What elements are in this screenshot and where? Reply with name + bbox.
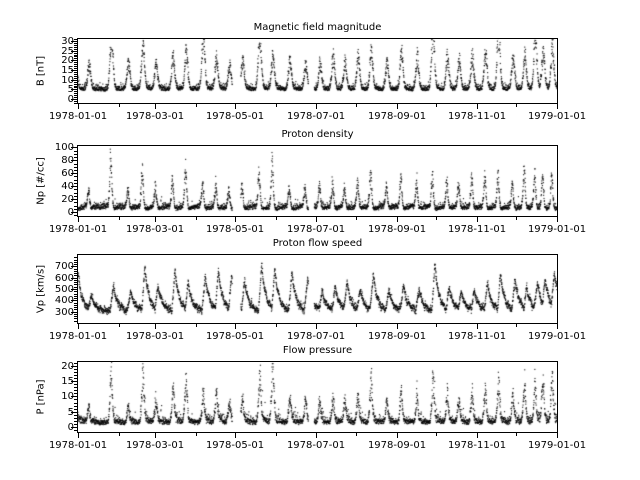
y-minor-tick-mark [74,101,77,102]
scatter-canvas [78,39,557,103]
y-minor-tick-mark [74,406,77,407]
y-minor-tick-mark [74,287,77,288]
y-minor-tick-mark [74,53,77,54]
panel-title: Proton density [281,129,354,140]
y-minor-tick-mark [74,206,77,207]
y-tick-label: 20 [61,194,74,205]
x-tick-mark [78,104,79,109]
x-tick-mark [235,217,236,222]
y-minor-tick-mark [74,87,77,88]
x-tick-label: 1978-01-01 [48,111,108,122]
x-tick-mark [155,433,156,438]
y-minor-tick-mark [74,273,77,274]
x-tick-mark [316,324,317,329]
y-minor-tick-mark [74,84,77,85]
x-tick-label: 1979-01-01 [527,224,587,235]
x-minor-tick-mark [516,104,517,107]
x-tick-mark [235,433,236,438]
y-minor-tick-mark [74,97,77,98]
y-minor-tick-mark [74,72,77,73]
y-minor-tick-mark [74,93,77,94]
y-minor-tick-mark [74,154,77,155]
y-minor-tick-mark [74,167,77,168]
x-minor-tick-mark [356,104,357,107]
y-tick-label: 40 [61,181,74,192]
scatter-canvas [78,146,557,216]
x-tick-mark [477,433,478,438]
x-tick-label: 1978-09-01 [367,224,427,235]
y-minor-tick-mark [74,387,77,388]
panel-title: Proton flow speed [272,238,363,249]
x-tick-mark [235,104,236,109]
y-tick-label: 60 [61,168,74,179]
y-minor-tick-mark [74,399,77,400]
y-minor-tick-mark [74,157,77,158]
x-tick-label: 1978-03-01 [125,440,185,451]
y-minor-tick-mark [74,103,77,104]
y-minor-tick-mark [74,282,77,283]
y-minor-tick-mark [74,260,77,261]
y-minor-tick-mark [74,66,77,67]
y-minor-tick-mark [74,430,77,431]
y-minor-tick-mark [74,421,77,422]
y-minor-tick-mark [74,275,77,276]
y-tick-label: 10 [61,75,74,86]
x-tick-mark [78,433,79,438]
x-tick-mark [557,433,558,438]
y-minor-tick-mark [74,62,77,63]
x-tick-mark [477,104,478,109]
y-minor-tick-mark [74,372,77,373]
y-tick-label: 600 [54,273,74,284]
x-tick-label: 1978-05-01 [205,224,265,235]
y-minor-tick-mark [74,189,77,190]
y-tick-label: 25 [61,46,74,57]
y-minor-tick-mark [74,418,77,419]
y-minor-tick-mark [74,95,77,96]
y-minor-tick-mark [74,68,77,69]
y-minor-tick-mark [74,298,77,299]
y-minor-tick-mark [74,316,77,317]
x-tick-label: 1978-07-01 [286,331,346,342]
x-tick-mark [155,217,156,222]
x-tick-mark [316,433,317,438]
y-minor-tick-mark [74,55,77,56]
y-tick-label: 0 [67,207,74,218]
y-minor-tick-mark [74,264,77,265]
y-minor-tick-mark [74,305,77,306]
y-minor-tick-mark [74,280,77,281]
x-tick-mark [155,324,156,329]
x-tick-mark [78,217,79,222]
y-minor-tick-mark [74,170,77,171]
scatter-canvas [78,255,557,323]
x-minor-tick-mark [436,217,437,220]
x-tick-label: 1978-11-01 [447,331,507,342]
x-tick-mark [397,104,398,109]
y-minor-tick-mark [74,424,77,425]
y-minor-tick-mark [74,215,77,216]
x-tick-mark [397,217,398,222]
y-tick-label: 500 [54,284,74,295]
y-minor-tick-mark [74,409,77,410]
scatter-canvas [78,362,557,432]
x-tick-mark [155,104,156,109]
x-tick-label: 1978-07-01 [286,224,346,235]
x-tick-label: 1978-09-01 [367,331,427,342]
x-tick-label: 1978-05-01 [205,440,265,451]
y-minor-tick-mark [74,415,77,416]
x-minor-tick-mark [436,104,437,107]
y-tick-label: 0 [67,422,74,433]
y-minor-tick-mark [74,202,77,203]
y-minor-tick-mark [74,91,77,92]
x-minor-tick-mark [196,104,197,107]
x-tick-label: 1978-09-01 [367,440,427,451]
y-minor-tick-mark [74,318,77,319]
x-minor-tick-mark [276,104,277,107]
x-tick-mark [557,217,558,222]
y-minor-tick-mark [74,56,77,57]
y-minor-tick-mark [74,314,77,315]
x-minor-tick-mark [356,324,357,327]
y-minor-tick-mark [74,309,77,310]
x-minor-tick-mark [119,324,120,327]
x-minor-tick-mark [196,324,197,327]
x-tick-label: 1978-03-01 [125,224,185,235]
y-minor-tick-mark [74,363,77,364]
y-minor-tick-mark [74,303,77,304]
y-tick-label: 5 [67,84,74,95]
x-tick-mark [557,324,558,329]
x-minor-tick-mark [119,217,120,220]
y-minor-tick-mark [74,384,77,385]
x-tick-label: 1978-05-01 [205,331,265,342]
y-minor-tick-mark [74,47,77,48]
y-minor-tick-mark [74,64,77,65]
panel-title: Magnetic field magnitude [253,22,382,33]
x-tick-label: 1978-01-01 [48,440,108,451]
y-minor-tick-mark [74,78,77,79]
y-minor-tick-mark [74,291,77,292]
x-minor-tick-mark [516,324,517,327]
y-minor-tick-mark [74,86,77,87]
y-tick-label: 5 [67,407,74,418]
y-minor-tick-mark [74,307,77,308]
x-minor-tick-mark [276,433,277,436]
x-minor-tick-mark [119,433,120,436]
y-minor-tick-mark [74,151,77,152]
y-tick-label: 80 [61,155,74,166]
y-tick-label: 300 [54,307,74,318]
y-minor-tick-mark [74,76,77,77]
y-minor-tick-mark [74,196,77,197]
x-minor-tick-mark [436,324,437,327]
y-minor-tick-mark [74,58,77,59]
y-axis-label: B [nT] [35,55,47,87]
y-minor-tick-mark [74,193,77,194]
y-minor-tick-mark [74,43,77,44]
x-minor-tick-mark [516,433,517,436]
x-minor-tick-mark [196,433,197,436]
y-tick-label: 0 [67,94,74,105]
x-tick-mark [316,217,317,222]
x-tick-label: 1979-01-01 [527,331,587,342]
y-axis-label: Np [#/cc] [35,157,47,205]
y-minor-tick-mark [74,271,77,272]
y-minor-tick-mark [74,375,77,376]
y-tick-label: 20 [61,55,74,66]
y-minor-tick-mark [74,269,77,270]
x-tick-mark [235,324,236,329]
x-tick-mark [316,104,317,109]
x-tick-label: 1979-01-01 [527,111,587,122]
y-minor-tick-mark [74,209,77,210]
y-minor-tick-mark [74,45,77,46]
x-minor-tick-mark [516,217,517,220]
y-tick-label: 15 [61,65,74,76]
y-minor-tick-mark [74,39,77,40]
y-minor-tick-mark [74,369,77,370]
x-tick-mark [477,324,478,329]
y-minor-tick-mark [74,403,77,404]
x-tick-label: 1978-11-01 [447,111,507,122]
y-minor-tick-mark [74,296,77,297]
x-minor-tick-mark [196,217,197,220]
x-tick-label: 1978-01-01 [48,224,108,235]
x-tick-label: 1978-07-01 [286,111,346,122]
y-minor-tick-mark [74,284,77,285]
x-minor-tick-mark [276,217,277,220]
y-tick-label: 30 [61,36,74,47]
y-axis-label: P [nPa] [35,379,47,415]
x-tick-label: 1978-11-01 [447,224,507,235]
x-minor-tick-mark [356,217,357,220]
y-minor-tick-mark [74,390,77,391]
y-minor-tick-mark [74,262,77,263]
x-tick-mark [477,217,478,222]
y-minor-tick-mark [74,180,77,181]
x-minor-tick-mark [276,324,277,327]
x-tick-label: 1978-03-01 [125,111,185,122]
x-tick-label: 1978-09-01 [367,111,427,122]
y-minor-tick-mark [74,378,77,379]
x-tick-label: 1979-01-01 [527,440,587,451]
y-tick-label: 15 [61,376,74,387]
y-minor-tick-mark [74,176,77,177]
y-tick-label: 700 [54,261,74,272]
panel-title: Flow pressure [282,345,353,356]
y-tick-label: 400 [54,295,74,306]
x-tick-label: 1978-03-01 [125,331,185,342]
y-minor-tick-mark [74,321,77,322]
x-tick-label: 1978-07-01 [286,440,346,451]
x-minor-tick-mark [356,433,357,436]
x-tick-label: 1978-05-01 [205,111,265,122]
x-tick-label: 1978-01-01 [48,331,108,342]
y-tick-label: 100 [54,142,74,153]
y-minor-tick-mark [74,294,77,295]
x-tick-mark [397,324,398,329]
y-minor-tick-mark [74,257,77,258]
x-tick-mark [78,324,79,329]
y-minor-tick-mark [74,164,77,165]
y-tick-label: 20 [61,361,74,372]
y-minor-tick-mark [74,183,77,184]
y-minor-tick-mark [74,49,77,50]
y-axis-label: Vp [km/s] [35,264,47,314]
x-tick-mark [557,104,558,109]
x-minor-tick-mark [119,104,120,107]
y-minor-tick-mark [74,74,77,75]
x-minor-tick-mark [436,433,437,436]
x-tick-mark [397,433,398,438]
x-tick-label: 1978-11-01 [447,440,507,451]
y-tick-label: 10 [61,391,74,402]
y-minor-tick-mark [74,393,77,394]
y-minor-tick-mark [74,82,77,83]
